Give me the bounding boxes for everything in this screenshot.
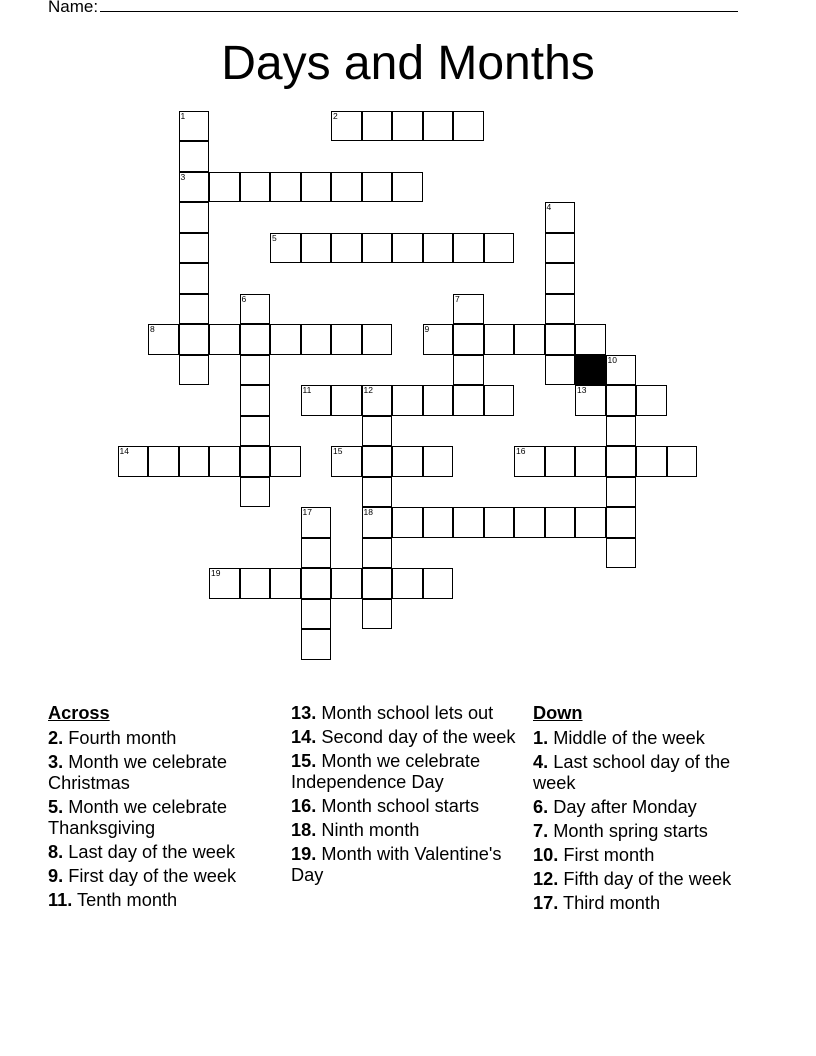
grid-cell[interactable] <box>453 111 484 142</box>
grid-cell[interactable] <box>362 233 393 264</box>
grid-cell[interactable] <box>270 446 301 477</box>
grid-cell[interactable] <box>148 446 179 477</box>
grid-cell[interactable] <box>240 324 271 355</box>
cell-number: 5 <box>272 232 277 243</box>
clue-text: Month we celebrate Thanksgiving <box>48 797 227 838</box>
grid-cell[interactable] <box>545 324 576 355</box>
grid-cell[interactable] <box>331 111 362 142</box>
grid-cell[interactable] <box>545 355 576 386</box>
clue-number: 17. <box>533 893 559 913</box>
grid-cell[interactable] <box>362 172 393 203</box>
clue-text: Second day of the week <box>321 727 516 747</box>
cell-number: 9 <box>424 324 430 334</box>
grid-cell[interactable] <box>118 446 149 477</box>
cell-number: 8 <box>150 324 155 334</box>
grid-cell[interactable] <box>667 446 698 477</box>
clue-text: Fifth day of the week <box>563 869 732 889</box>
grid-cell[interactable] <box>240 294 271 325</box>
grid-cell[interactable] <box>392 111 423 142</box>
across-clue <box>48 866 288 887</box>
cell-number: 3 <box>180 171 186 182</box>
clue-number: 10. <box>533 845 559 865</box>
grid-cell[interactable] <box>545 507 576 538</box>
grid-cell[interactable] <box>179 263 210 294</box>
grid-cell[interactable] <box>453 355 484 386</box>
cell-number: 1 <box>180 110 186 121</box>
across-heading: Across <box>48 703 110 723</box>
clue-text: Last school day of the week <box>533 752 731 793</box>
grid-cell[interactable] <box>301 324 332 355</box>
grid-cell[interactable] <box>575 324 606 355</box>
cell-number: 6 <box>241 293 247 304</box>
grid-cell[interactable] <box>179 355 210 386</box>
grid-cell[interactable] <box>240 446 271 477</box>
grid-cell[interactable] <box>423 233 454 264</box>
across-clue <box>48 752 288 794</box>
cell-number: 2 <box>333 110 338 121</box>
grid-cell[interactable] <box>484 385 515 416</box>
grid-cell[interactable] <box>606 416 637 447</box>
cell-number: 19 <box>211 568 221 578</box>
grid-cell[interactable] <box>636 446 667 477</box>
clue-text: First day of the week <box>68 866 237 886</box>
across-clue <box>291 844 527 886</box>
grid-cell[interactable] <box>362 599 393 630</box>
grid-cell[interactable] <box>362 111 393 142</box>
grid-cell[interactable] <box>362 385 393 416</box>
clue-text: Fourth month <box>68 728 177 748</box>
cell-number: 4 <box>546 202 552 212</box>
across-clue <box>48 728 288 749</box>
grid-cell[interactable] <box>179 111 210 142</box>
grid-cell[interactable] <box>575 507 606 538</box>
grid-cell[interactable] <box>545 202 576 233</box>
clue-number: 9. <box>48 866 64 886</box>
grid-cell[interactable] <box>240 416 271 447</box>
cell-number: 12 <box>363 385 373 395</box>
grid-cell[interactable] <box>606 507 637 538</box>
grid-cell[interactable] <box>240 477 271 508</box>
grid-cell[interactable] <box>392 385 423 416</box>
grid-cell[interactable] <box>331 233 362 264</box>
clue-text: First month <box>563 845 655 865</box>
grid-cell[interactable] <box>484 324 515 355</box>
grid-cell[interactable] <box>148 324 179 355</box>
grid-cell[interactable] <box>179 294 210 325</box>
clue-text: Ninth month <box>321 820 420 840</box>
cell-number: 18 <box>363 507 373 517</box>
grid-cell[interactable] <box>301 538 332 569</box>
clues-column-3 <box>533 703 773 917</box>
clue-text: Day after Monday <box>553 797 697 817</box>
across-clue <box>291 727 527 748</box>
clue-text: Middle of the week <box>553 728 705 748</box>
clue-number: 18. <box>291 820 317 840</box>
clue-number: 4. <box>533 752 549 772</box>
across-clue <box>48 890 288 911</box>
clue-number: 2. <box>48 728 64 748</box>
cell-number: 14 <box>119 446 129 456</box>
grid-cell[interactable] <box>362 416 393 447</box>
grid-cell[interactable] <box>606 385 637 416</box>
clue-number: 3. <box>48 752 64 772</box>
grid-cell[interactable] <box>453 507 484 538</box>
cell-number: 10 <box>607 354 617 365</box>
grid-cell[interactable] <box>606 477 637 508</box>
across-clue <box>291 751 527 793</box>
grid-cell[interactable] <box>301 507 332 538</box>
grid-cell[interactable] <box>209 324 240 355</box>
grid-cell[interactable] <box>606 355 637 386</box>
grid-cell[interactable] <box>270 233 301 264</box>
black-cell <box>575 355 606 386</box>
clue-text: Month school starts <box>321 796 480 816</box>
clue-text: Month spring starts <box>553 821 708 841</box>
grid-cell[interactable] <box>301 233 332 264</box>
grid-cell[interactable] <box>423 568 454 599</box>
grid-cell[interactable] <box>362 446 393 477</box>
cell-number: 7 <box>455 293 460 304</box>
grid-cell[interactable] <box>453 294 484 325</box>
grid-cell[interactable] <box>453 233 484 264</box>
grid-cell[interactable] <box>301 385 332 416</box>
grid-cell[interactable] <box>423 507 454 538</box>
grid-cell[interactable] <box>423 446 454 477</box>
grid-cell[interactable] <box>484 507 515 538</box>
grid-cell[interactable] <box>606 446 637 477</box>
down-clue <box>533 752 773 794</box>
cell-number: 11 <box>302 385 312 395</box>
clue-text: Month school lets out <box>321 703 494 723</box>
grid-cell[interactable] <box>270 568 301 599</box>
clue-number: 14. <box>291 727 317 747</box>
across-clue <box>48 842 288 863</box>
clue-number: 5. <box>48 797 64 817</box>
grid-cell[interactable] <box>545 233 576 264</box>
across-clue <box>291 796 527 817</box>
grid-cell[interactable] <box>301 172 332 203</box>
grid-cell[interactable] <box>301 568 332 599</box>
grid-cell[interactable] <box>514 507 545 538</box>
grid-cell[interactable] <box>179 202 210 233</box>
grid-cell[interactable] <box>514 324 545 355</box>
clue-number: 13. <box>291 703 317 723</box>
down-clue <box>533 869 773 890</box>
clue-number: 15. <box>291 751 317 771</box>
grid-cell[interactable] <box>301 629 332 660</box>
cell-number: 13 <box>577 385 587 395</box>
grid-cell[interactable] <box>331 446 362 477</box>
clue-text: Month we celebrate Christmas <box>48 752 227 793</box>
across-clue <box>291 820 527 841</box>
grid-cell[interactable] <box>423 324 454 355</box>
grid-cell[interactable] <box>484 233 515 264</box>
grid-cell[interactable] <box>423 385 454 416</box>
clue-text: Month with Valentine's Day <box>291 844 502 885</box>
grid-cell[interactable] <box>362 568 393 599</box>
grid-cell[interactable] <box>636 385 667 416</box>
clue-number: 6. <box>533 797 549 817</box>
grid-cell[interactable] <box>453 324 484 355</box>
page-title: Days and Months <box>221 37 595 90</box>
grid-cell[interactable] <box>179 172 210 203</box>
grid-cell[interactable] <box>209 172 240 203</box>
grid-cell[interactable] <box>209 568 240 599</box>
down-clue <box>533 728 773 749</box>
grid-cell[interactable] <box>331 324 362 355</box>
grid-cell[interactable] <box>575 385 606 416</box>
clue-number: 7. <box>533 821 549 841</box>
grid-cell[interactable] <box>270 324 301 355</box>
across-clue <box>291 703 527 724</box>
grid-cell[interactable] <box>545 446 576 477</box>
grid-cell[interactable] <box>209 446 240 477</box>
clue-number: 19. <box>291 844 317 864</box>
grid-cell[interactable] <box>179 324 210 355</box>
grid-cell[interactable] <box>606 538 637 569</box>
grid-cell[interactable] <box>362 324 393 355</box>
grid-cell[interactable] <box>423 111 454 142</box>
grid-cell[interactable] <box>362 538 393 569</box>
clue-number: 16. <box>291 796 317 816</box>
grid-cell[interactable] <box>179 141 210 172</box>
clues-column-2 <box>291 703 527 889</box>
grid-cell[interactable] <box>331 568 362 599</box>
grid-cell[interactable] <box>240 385 271 416</box>
grid-cell[interactable] <box>545 263 576 294</box>
grid-cell[interactable] <box>331 172 362 203</box>
clue-text: Month we celebrate Independence Day <box>291 751 481 792</box>
grid-cell[interactable] <box>331 385 362 416</box>
clue-number: 12. <box>533 869 559 889</box>
grid-cell[interactable] <box>240 355 271 386</box>
grid-cell[interactable] <box>392 507 423 538</box>
grid-cell[interactable] <box>545 294 576 325</box>
grid-cell[interactable] <box>392 446 423 477</box>
grid-cell[interactable] <box>392 568 423 599</box>
grid-cell[interactable] <box>514 446 545 477</box>
grid-cell[interactable] <box>179 446 210 477</box>
clues-column-1 <box>48 703 288 914</box>
cell-number: 15 <box>333 446 343 456</box>
cell-number: 17 <box>302 507 312 517</box>
grid-cell[interactable] <box>575 446 606 477</box>
down-clue <box>533 821 773 842</box>
grid-cell[interactable] <box>270 172 301 203</box>
grid-cell[interactable] <box>240 172 271 203</box>
grid-cell[interactable] <box>362 477 393 508</box>
grid-cell[interactable] <box>301 599 332 630</box>
grid-cell[interactable] <box>362 507 393 538</box>
clue-number: 1. <box>533 728 549 748</box>
clue-text: Last day of the week <box>68 842 236 862</box>
down-clue <box>533 845 773 866</box>
grid-cell[interactable] <box>392 172 423 203</box>
down-clue <box>533 797 773 818</box>
down-clue <box>533 893 773 914</box>
grid-cell[interactable] <box>240 568 271 599</box>
clue-text: Tenth month <box>77 890 178 910</box>
grid-cell[interactable] <box>453 385 484 416</box>
cell-number: 16 <box>516 446 526 456</box>
clue-number: 11. <box>48 890 73 910</box>
down-heading: Down <box>533 703 583 723</box>
clue-number: 8. <box>48 842 64 862</box>
across-clue <box>48 797 288 839</box>
name-label: Name: <box>48 0 99 16</box>
grid-cell[interactable] <box>179 233 210 264</box>
grid-cell[interactable] <box>392 233 423 264</box>
clue-text: Third month <box>563 893 661 913</box>
